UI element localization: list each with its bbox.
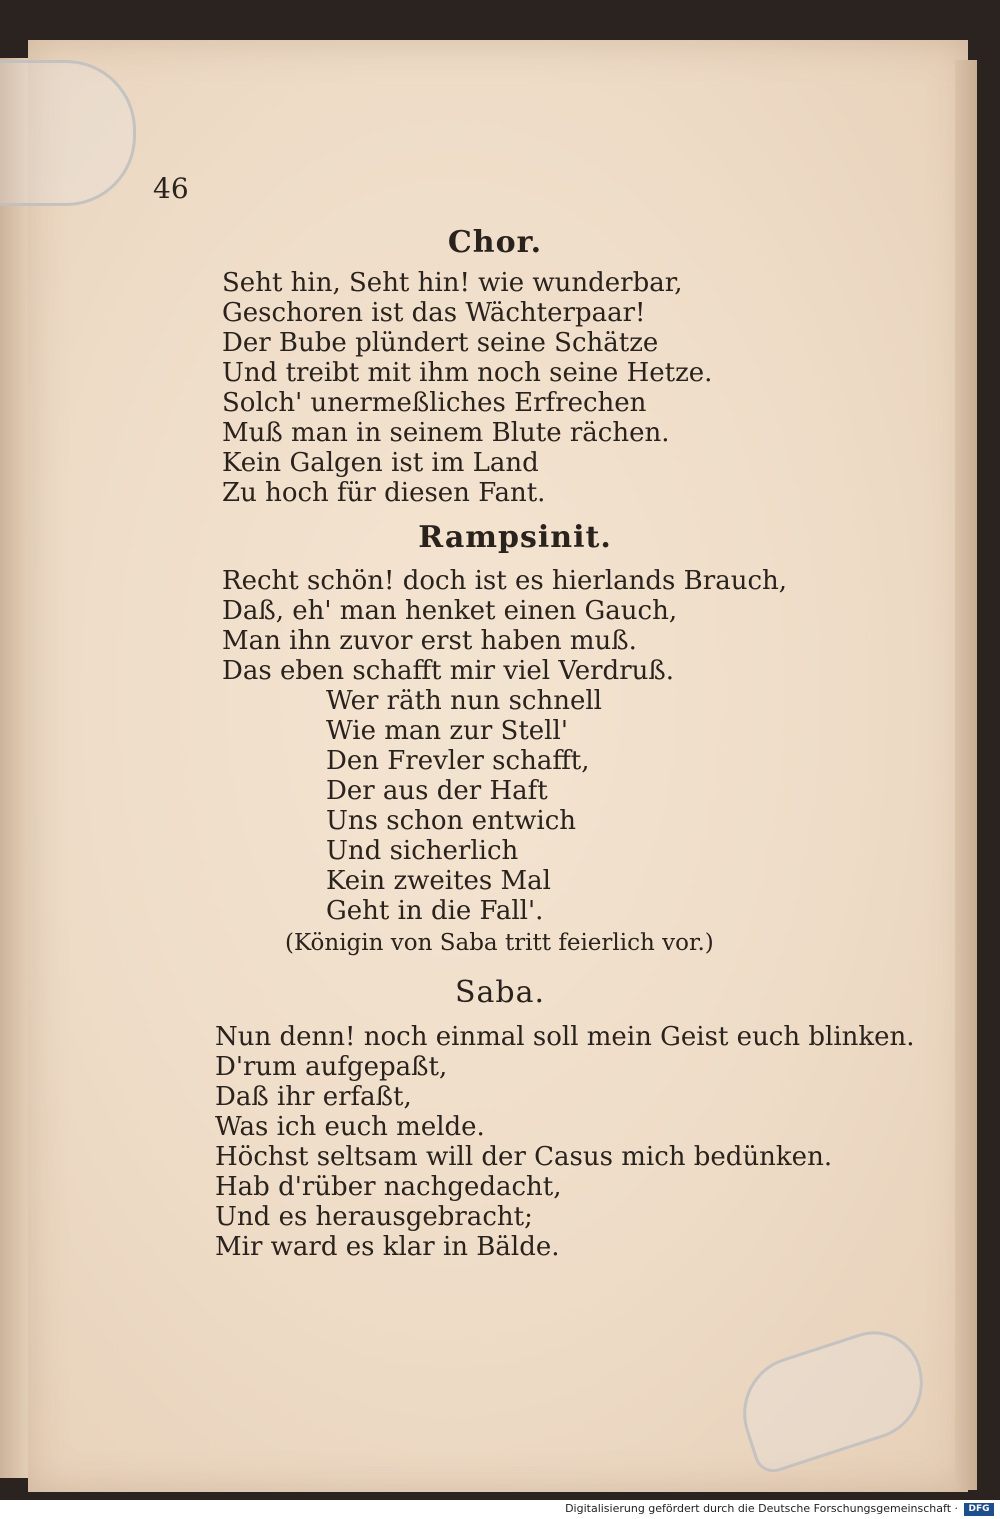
- verse-line: Nun denn! noch einmal soll mein Geist euch blinken.: [215, 1022, 915, 1052]
- page-clip-top: [0, 60, 136, 206]
- verse-line: D'rum aufgepaßt,: [215, 1052, 448, 1082]
- footer-bar: [0, 1500, 1000, 1519]
- chor-verse: [222, 268, 712, 508]
- verse-line: Wie man zur Stell': [326, 716, 568, 746]
- verse-line: Zu hoch für diesen Fant.: [222, 478, 546, 508]
- verse-line: Und treibt mit ihm noch seine Hetze.: [222, 358, 713, 388]
- verse-line: Höchst seltsam will der Casus mich bedünken.: [215, 1142, 833, 1172]
- verse-line: Daß, eh' man henket einen Gauch,: [222, 596, 678, 626]
- verse-line: Mir ward es klar in Bälde.: [215, 1232, 560, 1262]
- page-right-edge: [955, 60, 977, 1490]
- verse-line: Und es herausgebracht;: [215, 1202, 533, 1232]
- verse-line: Uns schon entwich: [326, 806, 577, 836]
- verse-line: Der Bube plündert seine Schätze: [222, 328, 659, 358]
- verse-line: Geht in die Fall'.: [326, 896, 544, 926]
- verse-line: Man ihn zuvor erst haben muß.: [222, 626, 637, 656]
- verse-line: Den Frevler schafft,: [326, 746, 590, 776]
- verse-line: Was ich euch melde.: [215, 1112, 485, 1142]
- verse-line: Hab d'rüber nachgedacht,: [215, 1172, 562, 1202]
- verse-line: Seht hin, Seht hin! wie wunderbar,: [222, 268, 683, 298]
- verse-line: Muß man in seinem Blute rächen.: [222, 418, 670, 448]
- funding-credit: Digitalisierung gefördert durch die Deutsche Forschungsgemeinschaft ·: [565, 1502, 958, 1515]
- speaker-saba: Saba.: [454, 975, 546, 1010]
- verse-line: Wer räth nun schnell: [326, 686, 602, 716]
- rampsinit-verse: [222, 566, 787, 686]
- dfg-logo: DFG: [964, 1503, 994, 1516]
- speaker-chor: Chor.: [447, 225, 543, 260]
- speaker-rampsinit: Rampsinit.: [418, 520, 612, 555]
- verse-line: Der aus der Haft: [326, 776, 548, 806]
- saba-verse: [215, 1022, 915, 1262]
- verse-line: Recht schön! doch ist es hierlands Brauch,: [222, 566, 788, 596]
- verse-line: Kein zweites Mal: [326, 866, 551, 896]
- verse-line: Solch' unermeßliches Erfrechen: [222, 388, 647, 418]
- stage-direction: (Königin von Saba tritt feierlich vor.): [285, 930, 714, 956]
- verse-line: Kein Galgen ist im Land: [222, 448, 539, 478]
- verse-line: Das eben schafft mir viel Verdruß.: [222, 656, 675, 686]
- page-number: 46: [153, 172, 189, 205]
- verse-line: Daß ihr erfaßt,: [215, 1082, 412, 1112]
- verse-line: Und sicherlich: [326, 836, 519, 866]
- rampsinit-indented-verse: [326, 686, 602, 926]
- verse-line: Geschoren ist das Wächterpaar!: [222, 298, 646, 328]
